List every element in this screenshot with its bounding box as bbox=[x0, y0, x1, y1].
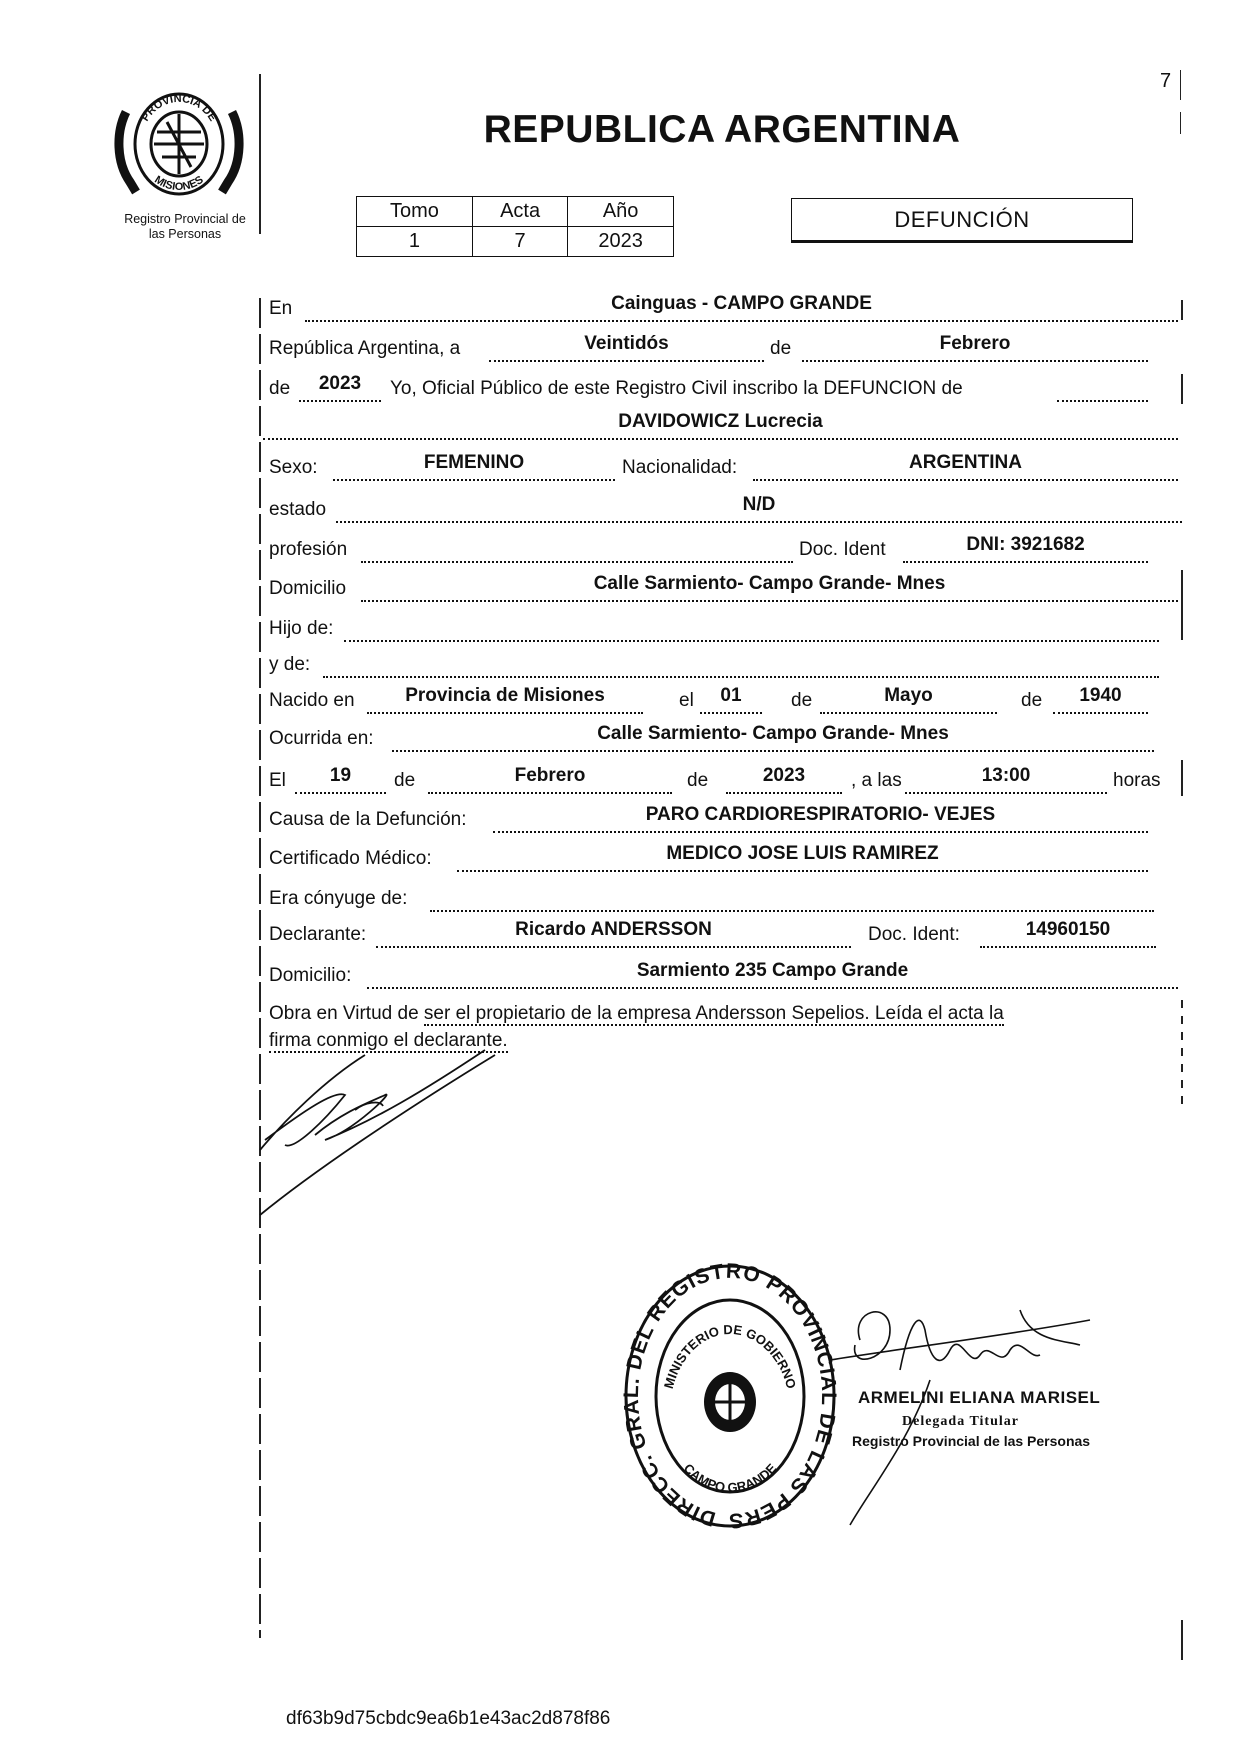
place-field[interactable]: Cainguas - CAMPO GRANDE bbox=[305, 292, 1178, 322]
row-declarante-domicilio bbox=[0, 962, 1244, 992]
document-hash: df63b9d75cbdc9ea6b1e43ac2d878f86 bbox=[286, 1708, 611, 1729]
row-en bbox=[0, 295, 1244, 325]
birth-month-field[interactable]: Mayo bbox=[820, 684, 997, 714]
hijo-label: Hijo de: bbox=[269, 618, 334, 639]
svg-text:PROVINCIA DE: PROVINCIA DE bbox=[139, 92, 219, 124]
profesion-field[interactable] bbox=[361, 533, 793, 563]
month-field[interactable]: Febrero bbox=[802, 332, 1148, 362]
row-fecha bbox=[0, 335, 1244, 365]
obra-paragraph-line1 bbox=[269, 1003, 1182, 1025]
row-sexo bbox=[0, 454, 1244, 484]
birth-year-field[interactable]: 1940 bbox=[1053, 684, 1148, 714]
day-field[interactable]: Veintidós bbox=[489, 332, 764, 362]
official-name: ARMELINI ELIANA MARISEL bbox=[858, 1388, 1101, 1407]
ocurrida-label: Ocurrida en: bbox=[269, 728, 374, 749]
official-role: Delegada Titular bbox=[902, 1414, 1019, 1429]
register-value-acta: 7 bbox=[472, 227, 567, 257]
row-causa bbox=[0, 806, 1244, 836]
year-field[interactable]: 2023 bbox=[299, 372, 381, 402]
death-month-field[interactable]: Febrero bbox=[428, 764, 672, 794]
official-stamp bbox=[611, 1244, 841, 1533]
birth-de-label: de bbox=[791, 690, 813, 711]
doc-label: Doc. Ident bbox=[799, 539, 886, 560]
republica-label: República Argentina, a bbox=[269, 338, 461, 359]
register-header-tomo: Tomo bbox=[357, 197, 473, 227]
birthplace-field[interactable]: Provincia de Misiones bbox=[367, 684, 643, 714]
estado-label: estado bbox=[269, 499, 327, 520]
page-title: REPUBLICA ARGENTINA bbox=[483, 108, 961, 151]
row-yde bbox=[0, 651, 1244, 681]
en-label: En bbox=[269, 298, 293, 319]
birth-day-field[interactable]: 01 bbox=[700, 684, 762, 714]
death-year-field[interactable]: 2023 bbox=[726, 764, 842, 794]
inscribo-text: Yo, Oficial Público de este Registro Civil inscribo la DEFUNCION de bbox=[390, 378, 963, 399]
declarant-signature bbox=[255, 1040, 505, 1220]
register-header-anio: Año bbox=[568, 197, 674, 227]
row-certificado bbox=[0, 845, 1244, 875]
row-year bbox=[0, 375, 1244, 405]
obra-text-line2: firma conmigo el declarante. bbox=[269, 1030, 508, 1051]
domicilio-label: Domicilio bbox=[269, 578, 347, 599]
svg-text:MISIONES: MISIONES bbox=[152, 173, 206, 193]
deceased-name-field[interactable]: DAVIDOWICZ Lucrecia bbox=[263, 410, 1178, 440]
sexo-label: Sexo: bbox=[269, 457, 318, 478]
horas-label: horas bbox=[1113, 770, 1161, 791]
register-header-acta: Acta bbox=[472, 197, 567, 227]
causa-field[interactable]: PARO CARDIORESPIRATORIO- VEJES bbox=[493, 803, 1148, 833]
certificado-field[interactable]: MEDICO JOSE LUIS RAMIREZ bbox=[457, 842, 1148, 872]
header-divider bbox=[259, 74, 261, 234]
conyuge-field[interactable] bbox=[430, 882, 1154, 912]
el-label: el bbox=[679, 690, 694, 711]
register-table-value-row bbox=[357, 227, 674, 257]
death-de-label: de bbox=[394, 770, 416, 791]
row-domicilio bbox=[0, 575, 1244, 605]
declarante-domicilio-field[interactable]: Sarmiento 235 Campo Grande bbox=[367, 959, 1178, 989]
svg-text:DIRECC. GRAL. DEL REGISTRO PRO: DIRECC. GRAL. DEL REGISTRO PROVINCIAL DE LAS PERSONAS - bbox=[611, 1244, 841, 1533]
causa-label: Causa de la Defunción: bbox=[269, 809, 467, 830]
year-de-label: de bbox=[269, 378, 291, 399]
de-label: de bbox=[770, 338, 792, 359]
death-day-field[interactable]: 19 bbox=[295, 764, 386, 794]
nacido-label: Nacido en bbox=[269, 690, 355, 711]
logo-caption-line1: Registro Provincial de bbox=[124, 212, 246, 226]
official-office: Registro Provincial de las Personas bbox=[852, 1433, 1091, 1449]
margin-mark bbox=[1180, 70, 1181, 100]
declarante-label: Declarante: bbox=[269, 924, 367, 945]
row-death-date bbox=[0, 767, 1244, 797]
yde-label: y de: bbox=[269, 654, 311, 675]
row-nacido bbox=[0, 687, 1244, 717]
margin-mark bbox=[1181, 1620, 1183, 1660]
row-conyuge bbox=[0, 885, 1244, 915]
margin-mark bbox=[1180, 112, 1181, 134]
declarante-field[interactable]: Ricardo ANDERSSON bbox=[376, 918, 851, 948]
row-name bbox=[0, 413, 1244, 443]
logo-caption bbox=[90, 212, 280, 242]
obra-text-line1: ser el propietario de la empresa Andersson Sepelios. Leída el acta la bbox=[423, 1003, 1004, 1024]
register-value-anio: 2023 bbox=[568, 227, 674, 257]
yde-field[interactable] bbox=[323, 648, 1159, 678]
nacionalidad-label: Nacionalidad: bbox=[622, 457, 738, 478]
death-time-field[interactable]: 13:00 bbox=[905, 764, 1107, 794]
declarante-doc-label: Doc. Ident: bbox=[868, 924, 960, 945]
death-de2-label: de bbox=[687, 770, 709, 791]
register-table-header-row bbox=[357, 197, 674, 227]
declarante-domicilio-label: Domicilio: bbox=[269, 965, 352, 986]
obra-label: Obra en Virtud de bbox=[269, 1003, 419, 1024]
sexo-field[interactable]: FEMENINO bbox=[333, 451, 615, 481]
row-hijo bbox=[0, 615, 1244, 645]
row-profesion bbox=[0, 536, 1244, 566]
estado-field[interactable]: N/D bbox=[336, 493, 1182, 523]
logo-caption-line2: las Personas bbox=[148, 227, 222, 241]
register-value-tomo: 1 bbox=[357, 227, 473, 257]
death-el-label: El bbox=[269, 770, 286, 791]
certificado-label: Certificado Médico: bbox=[269, 848, 432, 869]
page-number: 7 bbox=[1160, 70, 1172, 92]
profesion-label: profesión bbox=[269, 539, 348, 560]
inscribo-extra-field[interactable] bbox=[1057, 372, 1148, 402]
doc-field[interactable]: DNI: 3921682 bbox=[903, 533, 1148, 563]
conyuge-label: Era cónyuge de: bbox=[269, 888, 408, 909]
document-type-box: DEFUNCIÓN bbox=[791, 198, 1133, 243]
hijo-field[interactable] bbox=[344, 612, 1159, 642]
declarante-doc-field[interactable]: 14960150 bbox=[980, 918, 1156, 948]
register-table bbox=[356, 196, 674, 257]
ocurrida-field[interactable]: Calle Sarmiento- Campo Grande- Mnes bbox=[392, 722, 1154, 752]
row-declarante bbox=[0, 921, 1244, 951]
row-ocurrida bbox=[0, 725, 1244, 755]
row-estado bbox=[0, 496, 1244, 526]
svg-text:CAMPO GRANDE: CAMPO GRANDE bbox=[680, 1460, 780, 1496]
birth-de2-label: de bbox=[1021, 690, 1043, 711]
stamp-emblem-icon bbox=[704, 1372, 756, 1432]
nacionalidad-field[interactable]: ARGENTINA bbox=[753, 451, 1178, 481]
alas-label: , a las bbox=[851, 770, 902, 791]
domicilio-field[interactable]: Calle Sarmiento- Campo Grande- Mnes bbox=[361, 572, 1178, 602]
svg-text:MINISTERIO DE GOBIERNO: MINISTERIO DE GOBIERNO bbox=[660, 1321, 800, 1391]
